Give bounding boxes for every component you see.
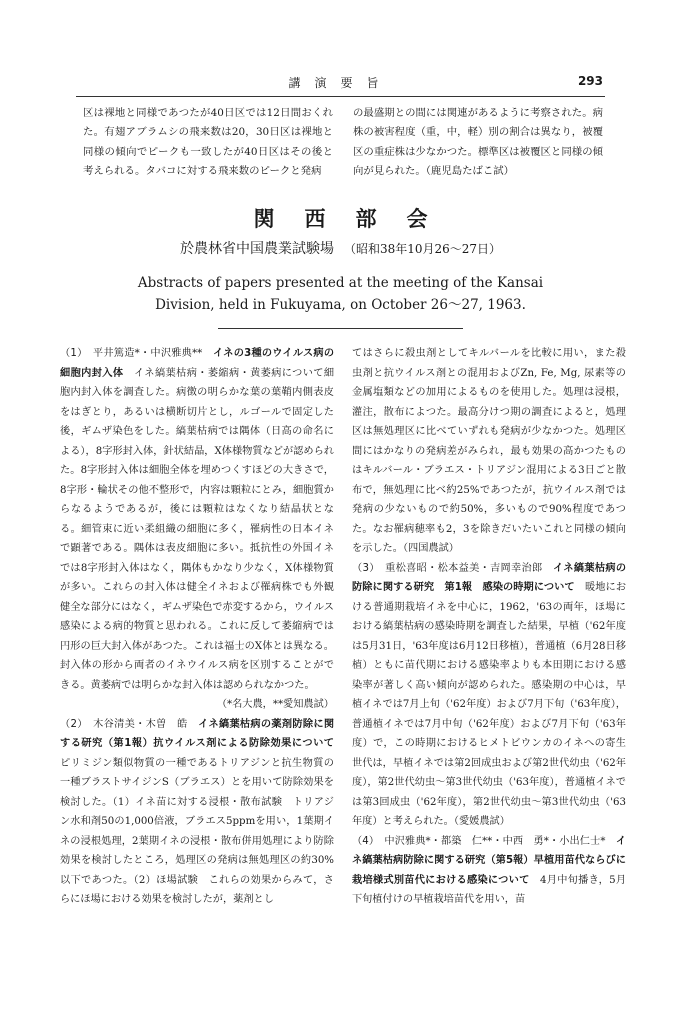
abstract-3 [352,559,626,832]
abstract-title: イネ縞葉枯病の薬剤防除に関する研究（第1報）抗ウイルス剤による防除効果について [60,718,335,749]
abstract-authors: 木谷清美・木曽 皓 [93,718,188,730]
abstract-number: （4） [352,835,375,847]
english-heading [0,272,681,316]
venue-line [0,238,681,258]
abstract-number: （2） [60,718,83,730]
section-rule [218,328,463,329]
abstract-1 [60,344,334,695]
abstract-authors: 中沢雅典*・都築 仁**・中西 勇*・小出仁士* [384,835,606,847]
abstract-2-continued [352,344,626,559]
english-heading-line-2: Division, held in Fukuyama, on October 26〜27, 1963. [155,297,526,313]
running-title: 講演要旨 [288,76,393,90]
abstract-body: てはさらに殺虫剤としてキルバールを比較に用い，また殺虫剤と抗ウイルス剤との混用およびZn, Fe, Mg, 尿素等の金属塩類などの加用によるものを使用した。処理は浸根，灌注，散布によつた。最高分けつ期の調査によると，処理区は無処理区に比べていずれも発病が少なかつた。処理区間にはかなりの発病差がみられ，最も効果の高かつたものはキルバール・ブラエス・トリアジン混用による3日ごと散布で，無処理に比べ約25%であつたが，抗ウイルス剤では発病の少ないもので約50%，多いもので90%程度であつた。なお罹病穂率も2，3を除きだいたいこれと同様の傾向を示した。 [352,348,626,554]
abstract-authors: 重松喜昭・松本益美・吉岡幸治郎 [385,562,543,574]
top-left-column [83,104,333,181]
venue-name: 於農林省中国農業試験場 [179,241,334,257]
abstract-title: イネ縞葉枯病防除に関する研究（第5報）早植用苗代ならびに栽培様式別苗代における感染について [352,835,627,886]
english-heading-line-1: Abstracts of papers presented at the meeting of the Kansai [137,275,544,291]
abstract-body: 暖地における普通期栽培イネを中心に，1962，'63の両年，ほ場における縞葉枯病の感染時期を調査した結果，早植（'62年度は5月31日，'63年度は6月12日移植），普通植（6月28日移植）ともに苗代期における感染率よりも本田期における感染率が著しく高い傾向が認められた。感染期の中心は，早植イネでは7月上旬（'62年度）および7月下旬（'63年度），普通植イネでは7月中旬（'62年度）および7月下旬（'63年度）で，この時期におけるヒメトビウンカのイネへの寄生世代は，早植イネでは第2回成虫および第2世代幼虫（'62年度），第2世代幼虫〜第3世代幼虫（'63年度），普通植イネでは第3回成虫（'62年度），第2世代幼虫〜第3世代幼虫（'63年度）と考えられた。 [352,582,627,827]
top-right-column [353,104,603,181]
abstract-number: （3） [352,562,375,574]
abstract-3-affiliation: （愛媛農試） [453,816,510,827]
abstract-number: （1） [60,348,83,359]
header-rule [76,96,605,97]
previous-abstract-continuation [83,104,603,196]
abstract-2-affiliation: （四国農試） [402,543,459,554]
running-header [0,72,681,92]
abstract-4 [352,832,626,910]
section-title: 関西部会 [253,206,458,231]
top-left-text: 区は裸地と同様であつたが40日区では12日間おくれた。有翅アブラムシの飛来数は20，30日区は裸地と同様の傾向でピークも一致したが40日区はその後と考えられる。タバコに対する飛来数のピークと発病 [83,107,333,177]
abstract-2 [60,715,334,910]
top-right-text: の最盛期との間には関連があるように考察された。病株の被害程度（重，中，軽）別の割合は異なり，被覆区の重症株は少なかつた。標準区は被覆区と同様の傾向が見られた。（鹿児島たばこ試） [353,107,603,177]
right-column [352,344,626,910]
abstract-body: 4月中旬播き，5月下旬植付けの早植栽培苗代を用い，苗 [352,874,627,905]
meeting-date: （昭和38年10月26〜27日） [343,242,502,256]
abstract-title: イネの3種のウイルス病の細胞内封入体 [60,348,335,379]
left-column [60,344,334,910]
abstract-1-affiliation: （*名大農，**愛知農試） [216,699,334,710]
abstracts-body [60,344,626,964]
abstract-body: ピリミジン類似物質の一種であるトリアジンと抗生物質の一種ブラストサイジンS（ブラエス）とを用いて防除効果を検討した。（1）イネ苗に対する浸根・散布試験 トリアジン水和剤50の1,000倍液，ブラエス5ppmを用い，1葉期イネの浸根処理，2葉期イネの浸根・散布併用処理により防除効果を検討したところ，処理区の発病は無処理区の約30%以下であつた。（2）ほ場試験 これらの効果からみて，さらにほ場における効果を検討したが，薬剤とし [60,757,334,905]
abstract-authors: 平井篤造*・中沢雅典** [92,348,203,359]
abstract-body: イネ縞葉枯病・萎縮病・黄萎病について細胞内封入体を調査した。病徴の明らかな葉の葉鞘内側表皮をはぎとり，あるいは横断切片とし，ルゴールで固定した後，ギムザ染色をした。縞葉枯病では隅体（日高の命名による），8字形封入体，針状結晶，X体様物質などが認められた。8字形封入体は細胞全体を埋めつくすほどの大きさで，8字形・輪状その他不整形で，内容は顆粒にとみ，細胞質からなるようであるが，後には顆粒はなくなり結晶状となる。細管束に近い柔組織の細胞に多く，罹病性の日本イネで顕著である。隅体は表皮細胞に多い。抵抗性の外国イネでは8字形封入体はなく，隅体もかなり少なく，X体様物質が多い。これらの封入体は健全イネおよび罹病株でも外観健全な部分にはなく，ギムザ染色で赤変するから，ウイルス感染による病的物質と思われる。これに反して萎縮病では円形の巨大封入体があつた。これは福士のX体とは異なる。封入体の形から両者のイネウイルス病を区別することができる。黄萎病では明らかな封入体は認められなかつた。 [60,367,335,691]
page-number: 293 [577,74,603,88]
abstract-title: イネ縞葉枯病の防除に関する研究 第1報 感染の時期について [352,562,627,593]
